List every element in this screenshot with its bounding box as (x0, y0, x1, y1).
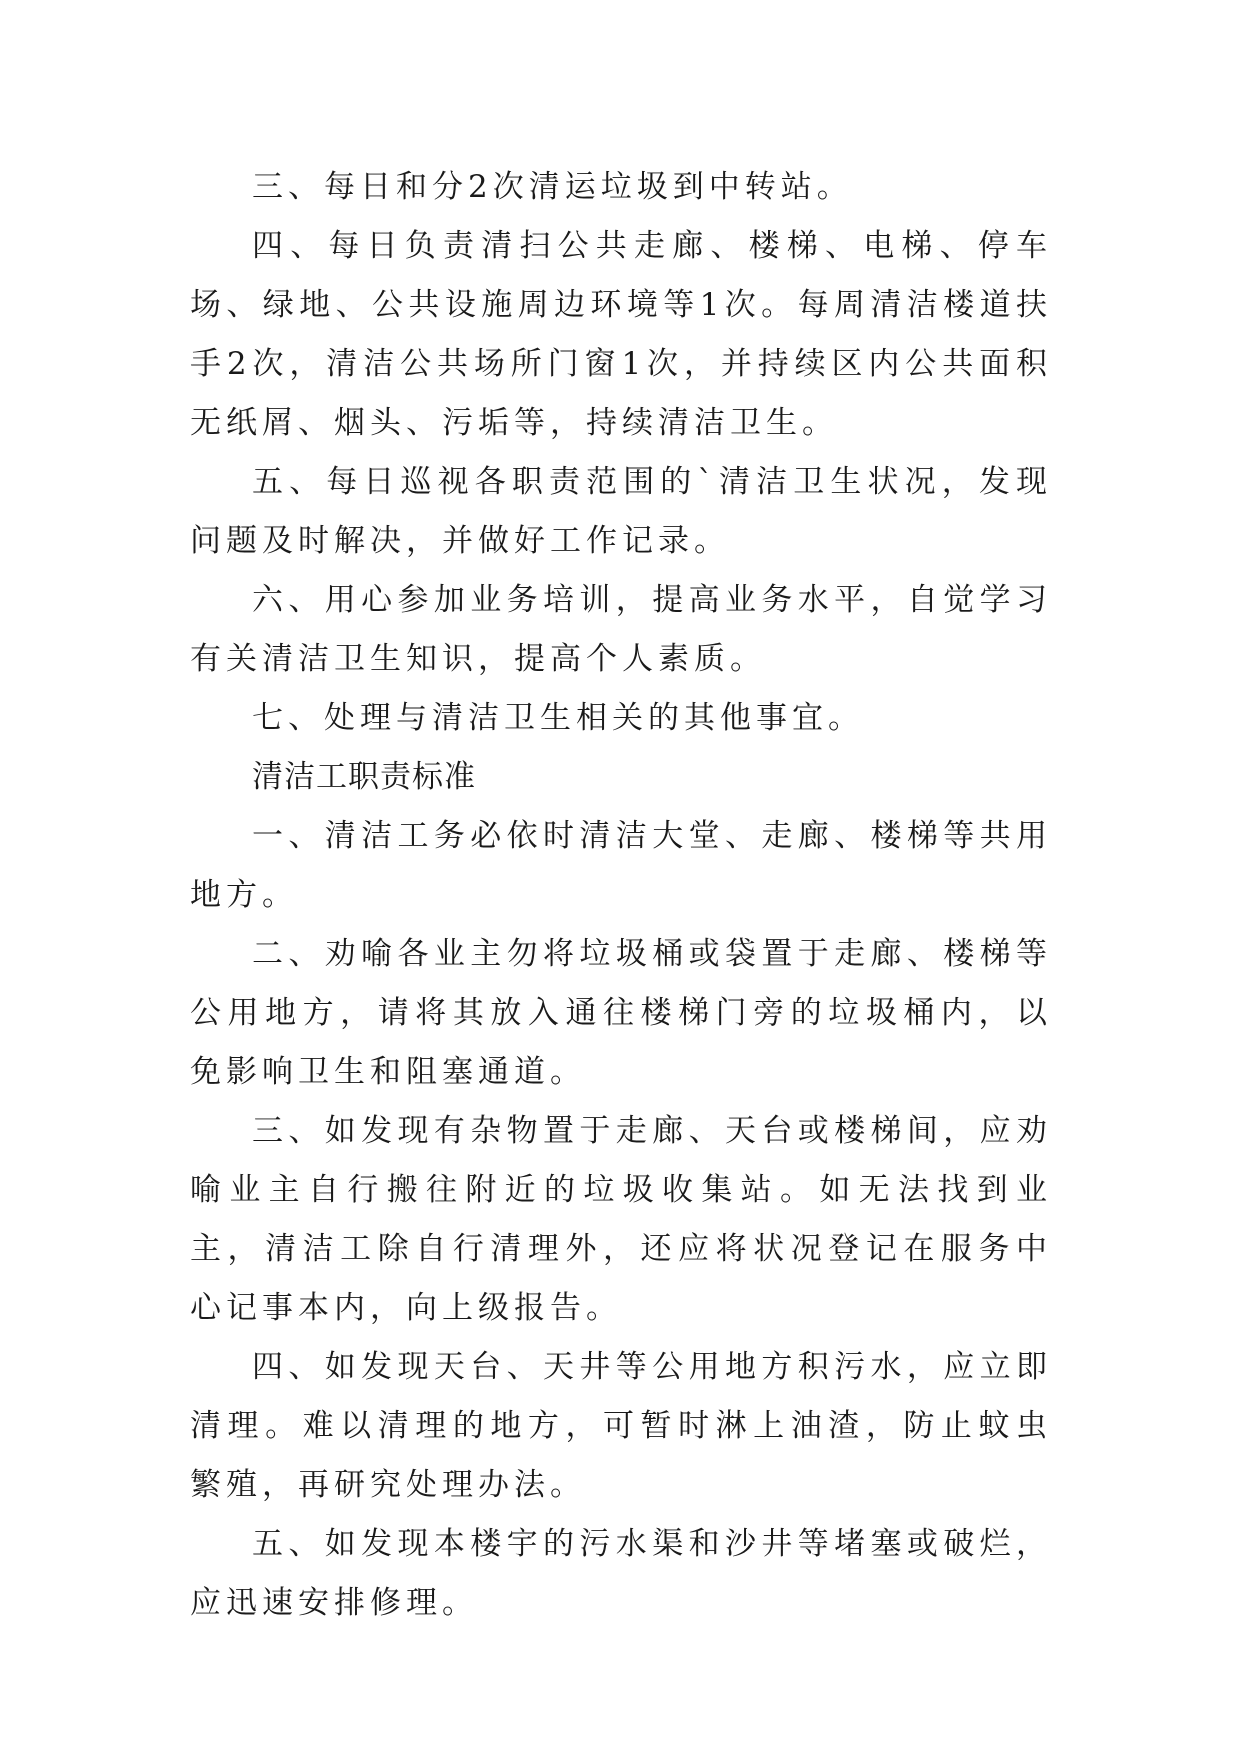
paragraph-clean-7: 七、处理与清洁卫生相关的其他事宜。 (252, 700, 864, 736)
paragraph-standard-4: 四、如发现天台、天井等公用地方积污水，应立即清理。难以清理的地方，可暂时淋上油渣，防止蚊虫繁殖，再研究处理办法。 (190, 1349, 1052, 1503)
paragraph-clean-3: 三、每日和分2次清运垃圾到中转站。 (252, 169, 853, 205)
section-heading: 清洁工职责标准 (252, 759, 476, 795)
document-body (190, 158, 1052, 1633)
paragraph-standard-2: 二、劝喻各业主勿将垃圾桶或袋置于走廊、楼梯等公用地方，请将其放入通往楼梯门旁的垃圾桶内，以免影响卫生和阻塞通道。 (190, 936, 1052, 1090)
paragraph-clean-4: 四、每日负责清扫公共走廊、楼梯、电梯、停车场、绿地、公共设施周边环境等1次。每周清洁楼道扶手2次，清洁公共场所门窗1次，并持续区内公共面积无纸屑、烟头、污垢等，持续清洁卫生。 (190, 228, 1052, 441)
paragraph-standard-3: 三、如发现有杂物置于走廊、天台或楼梯间，应劝喻业主自行搬往附近的垃圾收集站。如无法找到业主，清洁工除自行清理外，还应将状况登记在服务中心记事本内，向上级报告。 (190, 1113, 1052, 1326)
paragraph-standard-1: 一、清洁工务必依时清洁大堂、走廊、楼梯等共用地方。 (190, 818, 1052, 913)
paragraph-clean-6: 六、用心参加业务培训，提高业务水平，自觉学习有关清洁卫生知识，提高个人素质。 (190, 582, 1052, 677)
paragraph-clean-5: 五、每日巡视各职责范围的`清洁卫生状况，发现问题及时解决，并做好工作记录。 (190, 464, 1052, 559)
paragraph-standard-5: 五、如发现本楼宇的污水渠和沙井等堵塞或破烂，应迅速安排修理。 (190, 1526, 1052, 1621)
